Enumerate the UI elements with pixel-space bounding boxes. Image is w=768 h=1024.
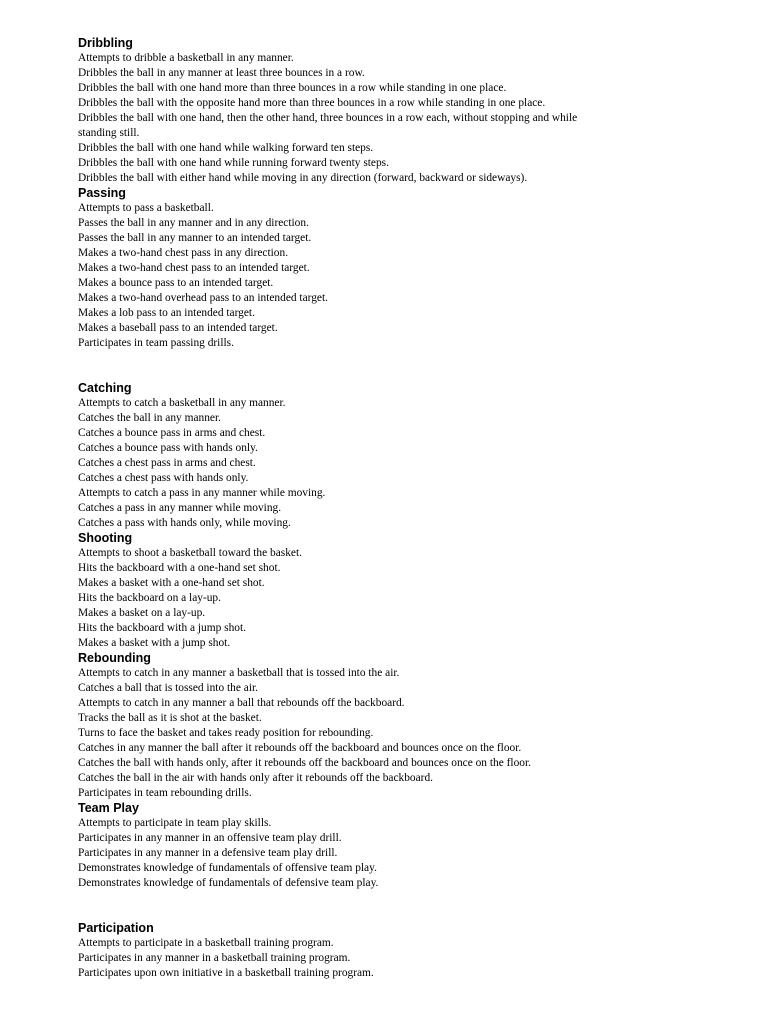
skill-item: Attempts to catch in any manner a basketball that is tossed into the air. <box>78 667 400 679</box>
skill-item: Attempts to catch in any manner a ball that rebounds off the backboard. <box>78 697 405 709</box>
skill-item: Makes a two-hand overhead pass to an intended target. <box>78 292 328 304</box>
section-shooting <box>78 531 578 651</box>
skill-item: Attempts to pass a basketball. <box>78 202 214 214</box>
skill-item: Dribbles the ball with one hand more than three bounces in a row while standing in one place. <box>78 82 507 94</box>
skill-item: Hits the backboard with a jump shot. <box>78 622 246 634</box>
skill-item: Makes a lob pass to an intended target. <box>78 307 255 319</box>
skill-item: Catches a pass in any manner while moving. <box>78 502 282 514</box>
skill-item: Catches a pass with hands only, while moving. <box>78 517 291 529</box>
section-title: Team Play <box>78 801 139 815</box>
skill-item: Attempts to participate in team play skills. <box>78 817 272 829</box>
skill-item: Catches a chest pass in arms and chest. <box>78 457 256 469</box>
skill-item: Makes a bounce pass to an intended target. <box>78 277 274 289</box>
section-participation <box>78 921 578 981</box>
skill-item: Catches a bounce pass in arms and chest. <box>78 427 266 439</box>
skill-item: Participates in any manner in a defensive team play drill. <box>78 847 338 859</box>
skill-item: Tracks the ball as it is shot at the basket. <box>78 712 262 724</box>
skill-item: Catches a ball that is tossed into the air. <box>78 682 258 694</box>
section-spacer <box>78 891 578 921</box>
skill-item: Dribbles the ball in any manner at least three bounces in a row. <box>78 67 365 79</box>
skill-item: Dribbles the ball with the opposite hand more than three bounces in a row while standing in one place. <box>78 97 546 109</box>
skill-item: Hits the backboard with a one-hand set shot. <box>78 562 281 574</box>
skill-item: Passes the ball in any manner to an intended target. <box>78 232 312 244</box>
skill-item: Catches a bounce pass with hands only. <box>78 442 258 454</box>
skill-item: Attempts to catch a basketball in any manner. <box>78 397 286 409</box>
section-title: Dribbling <box>78 36 133 50</box>
skill-item: Catches the ball in the air with hands only after it rebounds off the backboard. <box>78 772 434 784</box>
skill-item: Makes a basket with a one-hand set shot. <box>78 577 265 589</box>
skill-item: Catches in any manner the ball after it rebounds off the backboard and bounces once on the floor. <box>78 742 522 754</box>
skill-item: Participates in any manner in a basketball training program. <box>78 952 351 964</box>
section-team-play <box>78 801 578 891</box>
skill-item: Makes a two-hand chest pass in any direction. <box>78 247 289 259</box>
skill-item: Attempts to catch a pass in any manner while moving. <box>78 487 326 499</box>
skill-item: Makes a baseball pass to an intended target. <box>78 322 278 334</box>
skill-item: Makes a basket with a jump shot. <box>78 637 231 649</box>
section-spacer <box>78 351 578 381</box>
document-page <box>78 36 578 981</box>
section-dribbling <box>78 36 578 186</box>
skill-item: Attempts to shoot a basketball toward the basket. <box>78 547 302 559</box>
skill-item: Dribbles the ball with one hand while running forward twenty steps. <box>78 157 389 169</box>
skill-item: Dribbles the ball with one hand, then the other hand, three bounces in a row each, without stopping and while standing still. <box>78 112 578 139</box>
skill-item: Dribbles the ball with either hand while moving in any direction (forward, backward or sideways). <box>78 172 528 184</box>
skill-item: Participates in team passing drills. <box>78 337 234 349</box>
section-rebounding <box>78 651 578 801</box>
section-title: Passing <box>78 186 126 200</box>
section-title: Shooting <box>78 531 133 545</box>
skill-item: Turns to face the basket and takes ready position for rebounding. <box>78 727 374 739</box>
section-title: Rebounding <box>78 651 151 665</box>
skill-item: Attempts to dribble a basketball in any manner. <box>78 52 294 64</box>
skill-item: Makes a two-hand chest pass to an intended target. <box>78 262 310 274</box>
section-title: Participation <box>78 921 154 935</box>
skill-item: Dribbles the ball with one hand while walking forward ten steps. <box>78 142 374 154</box>
skill-item: Catches the ball with hands only, after it rebounds off the backboard and bounces once on the floor. <box>78 757 531 769</box>
skill-item: Catches the ball in any manner. <box>78 412 221 424</box>
skill-item: Catches a chest pass with hands only. <box>78 472 249 484</box>
skill-item: Participates in any manner in an offensive team play drill. <box>78 832 342 844</box>
section-passing <box>78 186 578 351</box>
section-catching <box>78 381 578 531</box>
skill-item: Attempts to participate in a basketball training program. <box>78 937 334 949</box>
skill-item: Participates in team rebounding drills. <box>78 787 252 799</box>
skill-item: Demonstrates knowledge of fundamentals of offensive team play. <box>78 862 377 874</box>
skill-item: Demonstrates knowledge of fundamentals of defensive team play. <box>78 877 379 889</box>
section-title: Catching <box>78 381 132 395</box>
skill-item: Hits the backboard on a lay-up. <box>78 592 221 604</box>
skill-item: Participates upon own initiative in a basketball training program. <box>78 967 374 979</box>
skill-item: Makes a basket on a lay-up. <box>78 607 206 619</box>
skill-item: Passes the ball in any manner and in any direction. <box>78 217 309 229</box>
